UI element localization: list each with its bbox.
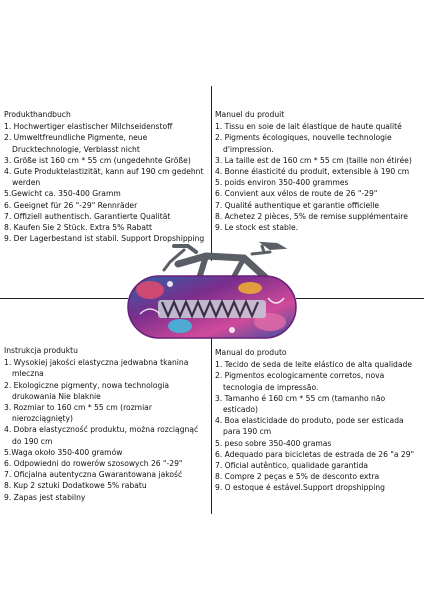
section-title: Manuel du produit bbox=[215, 110, 285, 119]
list-item: 4. Boa elasticidade do produto, pode ser esticada para 190 cm bbox=[215, 416, 404, 437]
list-item: 8. Achetez 2 pièces, 5% de remise supplémentaire bbox=[215, 211, 408, 221]
list-item: 6. Convient aux vélos de route de 26 "-29" bbox=[215, 189, 378, 199]
section-polish bbox=[4, 345, 210, 503]
list-item: 5. peso sobre 350-400 gramas bbox=[215, 438, 332, 448]
feature-list bbox=[215, 359, 421, 493]
section-portuguese bbox=[215, 347, 421, 494]
list-item: 4. Gute Produktelastizität, kann auf 190 cm gedehnt werden bbox=[4, 167, 204, 188]
feature-list bbox=[4, 357, 210, 503]
list-item: 4. Bonne élasticité du produit, extensible à 190 cm bbox=[215, 167, 410, 177]
list-item: 5. poids environ 350-400 grammes bbox=[215, 178, 349, 188]
list-item: 2. Pigments écologiques, nouvelle technologie d'impression. bbox=[215, 133, 392, 154]
list-item: 9. Zapas jest stabilny bbox=[4, 492, 86, 502]
list-item: 1. Tissu en soie de lait élastique de haute qualité bbox=[215, 122, 402, 132]
list-item: 3. Tamanho é 160 cm * 55 cm (tamanho não esticado) bbox=[215, 393, 386, 415]
list-item: 7. Oficial autêntico, qualidade garantida bbox=[215, 461, 369, 471]
list-item: 2. Pigmentos ecologicamente corretos, nova tecnologia de impressão. bbox=[215, 371, 385, 392]
list-item: 6. Geeignet für 26 "-29" Rennräder bbox=[4, 200, 138, 210]
section-title: Manual do produto bbox=[215, 348, 287, 357]
list-item: 1. Wysokiej jakości elastyczna jedwabna tkanina mleczna bbox=[4, 358, 189, 379]
list-item: 5.Waga około 350-400 gramów bbox=[4, 447, 123, 457]
list-item: 8. Compre 2 peças e 5% de desconto extra bbox=[215, 472, 380, 482]
list-item: 2. Umweltfreundliche Pigmente, neue Drucktechnologie, Verblasst nicht bbox=[4, 133, 148, 154]
list-item: 8. Kup 2 sztuki Dodatkowe 5% rabatu bbox=[4, 481, 147, 491]
list-item: 5.Gewicht ca. 350-400 Gramm bbox=[4, 189, 121, 199]
list-item: 9. Der Lagerbestand ist stabil. Support Dropshipping bbox=[4, 234, 205, 244]
list-item: 3. Größe ist 160 cm * 55 cm (ungedehnte Größe) bbox=[4, 155, 191, 165]
list-item: 3. La taille est de 160 cm * 55 cm (taille non étirée) bbox=[215, 155, 412, 165]
list-item: 1. Tecido de seda de leite elástico de alta qualidade bbox=[215, 360, 413, 370]
list-item: 1. Hochwertiger elastischer Milchseidenstoff bbox=[4, 122, 173, 132]
list-item: 4. Dobra elastyczność produktu, można rozciągnąć do 190 cm bbox=[4, 425, 199, 446]
list-item: 6. Odpowiedni do rowerów szosowych 26 "-29" bbox=[4, 459, 183, 469]
list-item: 6. Adequado para bicicletas de estrada de 26 "a 29" bbox=[215, 449, 415, 459]
section-title: Produkthandbuch bbox=[4, 110, 71, 119]
list-item: 7. Oficjalna autentyczna Gwarantowana jakość bbox=[4, 470, 183, 480]
list-item: 7. Qualité authentique et garantie officielle bbox=[215, 200, 380, 210]
list-item: 8. Kaufen Sie 2 Stück. Extra 5% Rabatt bbox=[4, 223, 152, 233]
list-item: 2. Ekologiczne pigmenty, nowa technologia drukowania Nie blaknie bbox=[4, 380, 170, 401]
list-item: 3. Rozmiar to 160 cm * 55 cm (rozmiar nierozciągnięty) bbox=[4, 403, 152, 424]
list-item: 7. Offiziell authentisch. Garantierte Qualität bbox=[4, 211, 171, 221]
list-item: 9. O estoque é estável.Support dropshipping bbox=[215, 483, 385, 493]
section-title: Instrukcja produktu bbox=[4, 346, 78, 355]
list-item: 9. Le stock est stable. bbox=[215, 223, 299, 233]
